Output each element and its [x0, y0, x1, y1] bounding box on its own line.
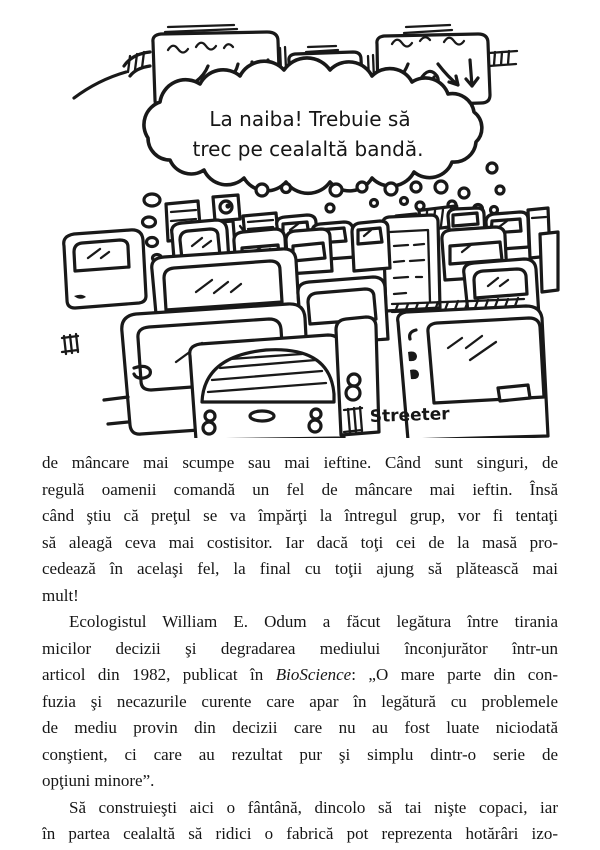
- car-sketch: [352, 221, 390, 271]
- text-line: cedează în acelaşi fel, la final cu toţii ajung să plătească mai: [42, 559, 558, 578]
- text-line: când ştiu că preţul se va împărţi la întregul grup, vor fi tentaţi: [42, 506, 558, 525]
- text-line: fuzia şi necazurile curente care apar în legătură cu problemele: [42, 691, 558, 711]
- text-line: opţiuni minore”.: [42, 771, 155, 790]
- text-segment: articol din 1982, publicat în: [42, 665, 276, 684]
- thought-bubble-text-line1: La naiba! Trebuie să: [209, 107, 411, 131]
- text-line: Ecologistul William E. Odum a făcut legătura între tirania: [69, 612, 558, 631]
- car-sketch: [64, 230, 146, 308]
- artist-signature: Streeter: [369, 404, 450, 427]
- text-segment: : „O mare parte din con-: [351, 665, 558, 684]
- car-sketch: [190, 335, 344, 438]
- text-line: în partea cealaltă să ridici o fabrică pot reprezenta hotărâri izo-: [42, 824, 558, 843]
- text-line: [42, 662, 558, 689]
- text-line: de mediu provin din decizii care nu au fost luate niciodată: [42, 718, 558, 737]
- text-line: de mâncare mai scumpe sau mai ieftine. Când sunt singuri, de: [42, 453, 558, 472]
- text-line: Să construieşti aici o fântână, dincolo să tai nişte copaci, iar: [69, 797, 558, 817]
- paragraph: [42, 450, 558, 609]
- text-line: regulă oamenii comandă un fel de mâncare mai ieftin. Însă: [42, 479, 558, 499]
- text-line: mult!: [42, 585, 79, 605]
- text-line: micilor decizii şi degradarea mediului înconjurător într-un: [42, 638, 558, 658]
- sketch-hatch-detail: [62, 334, 78, 354]
- journal-name-italic: BioScience: [275, 665, 352, 684]
- thought-bubble-text-line2: trec pe cealaltă bandă.: [192, 137, 424, 161]
- text-line: conştient, ci care au rezultat pur şi simplu dintr-o serie de: [42, 744, 558, 764]
- car-sketch: [540, 232, 558, 292]
- text-line: să aleagă ceva mai costisitor. Iar dacă toţi cei de la masă pro-: [42, 532, 558, 552]
- box-truck-sketch: [383, 214, 440, 311]
- body-text: [42, 450, 558, 848]
- paragraph: [42, 795, 558, 848]
- paragraph: [42, 609, 558, 795]
